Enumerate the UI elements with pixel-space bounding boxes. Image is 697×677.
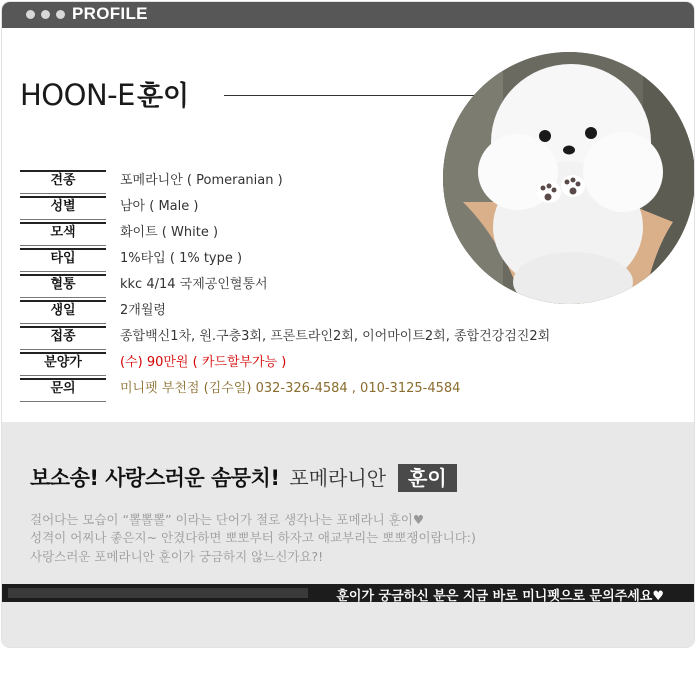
info-value-contact: 미니펫 부천점 (김수일) 032-326-4584 , 010-3125-4584 [120, 381, 461, 396]
info-label-underline [20, 245, 106, 246]
info-value: 1%타입 ( 1% type ) [120, 251, 243, 266]
cta-banner [2, 584, 694, 602]
info-label-underline [20, 323, 106, 324]
name-divider-line [224, 95, 474, 96]
dog-name-english: HOON-E [20, 78, 135, 112]
promo-headline-bold: 보소송! 사랑스러운 솜뭉치! [30, 466, 280, 490]
promo-section [2, 422, 694, 647]
info-value: 화이트 ( White ) [120, 225, 219, 240]
info-value-price: (수) 90만원 ( 카드할부가능 ) [120, 355, 287, 370]
three-dots-icon-2 [41, 10, 50, 19]
info-value: 종합백신1차, 원.구충3회, 프론트라인2회, 이어마이트2회, 종합건강검진2회 [120, 329, 551, 344]
info-label-underline [20, 219, 106, 220]
three-dots-icon-3 [56, 10, 65, 19]
info-label-underline [20, 401, 106, 402]
profile-card [2, 2, 694, 647]
info-label: 문의 [20, 378, 106, 400]
info-label-underline [20, 349, 106, 350]
promo-headline-badge: 훈이 [398, 464, 457, 492]
dog-name-korean: 훈이 [136, 81, 190, 112]
promo-line: 사랑스러운 포메라니안 훈이가 궁금하지 않느신가요?! [30, 549, 324, 564]
promo-headline [30, 462, 457, 492]
promo-headline-normal: 포메라니안 [289, 466, 387, 490]
info-label-underline [20, 375, 106, 376]
profile-header-bar [2, 2, 694, 28]
info-value: 남아 ( Male ) [120, 199, 199, 214]
white-pomeranian-puppy-photo [443, 52, 694, 304]
header-title: PROFILE [72, 4, 148, 23]
info-label-underline [20, 271, 106, 272]
info-label: 타입 [20, 248, 106, 270]
info-value: 2개월령 [120, 303, 166, 318]
cta-text: 훈이가 궁금하신 분은 지금 바로 미니펫으로 문의주세요♥ [336, 589, 664, 604]
info-value: kkc 4/14 국제공인혈통서 [120, 277, 268, 292]
info-label: 모색 [20, 222, 106, 244]
cta-banner-decoration [8, 588, 308, 598]
info-label: 생일 [20, 300, 106, 322]
info-label: 혈통 [20, 274, 106, 296]
info-value: 포메라니안 ( Pomeranian ) [120, 173, 283, 188]
info-label-underline [20, 297, 106, 298]
three-dots-icon [26, 10, 35, 19]
dog-name [20, 74, 189, 113]
promo-line: 걸어다는 모습이 “뽈뽈뽈” 이라는 단어가 절로 생각나는 포메라니 훈이♥ [30, 512, 425, 527]
info-label: 분양가 [20, 352, 106, 374]
info-label: 접종 [20, 326, 106, 348]
info-label: 견종 [20, 170, 106, 192]
info-label: 성별 [20, 196, 106, 218]
info-label-underline [20, 193, 106, 194]
promo-line: 성격이 어찌나 좋은지~ 안겼다하면 뽀뽀부터 하자고 애교부리는 뽀뽀쟁이랍니다:) [30, 530, 476, 545]
